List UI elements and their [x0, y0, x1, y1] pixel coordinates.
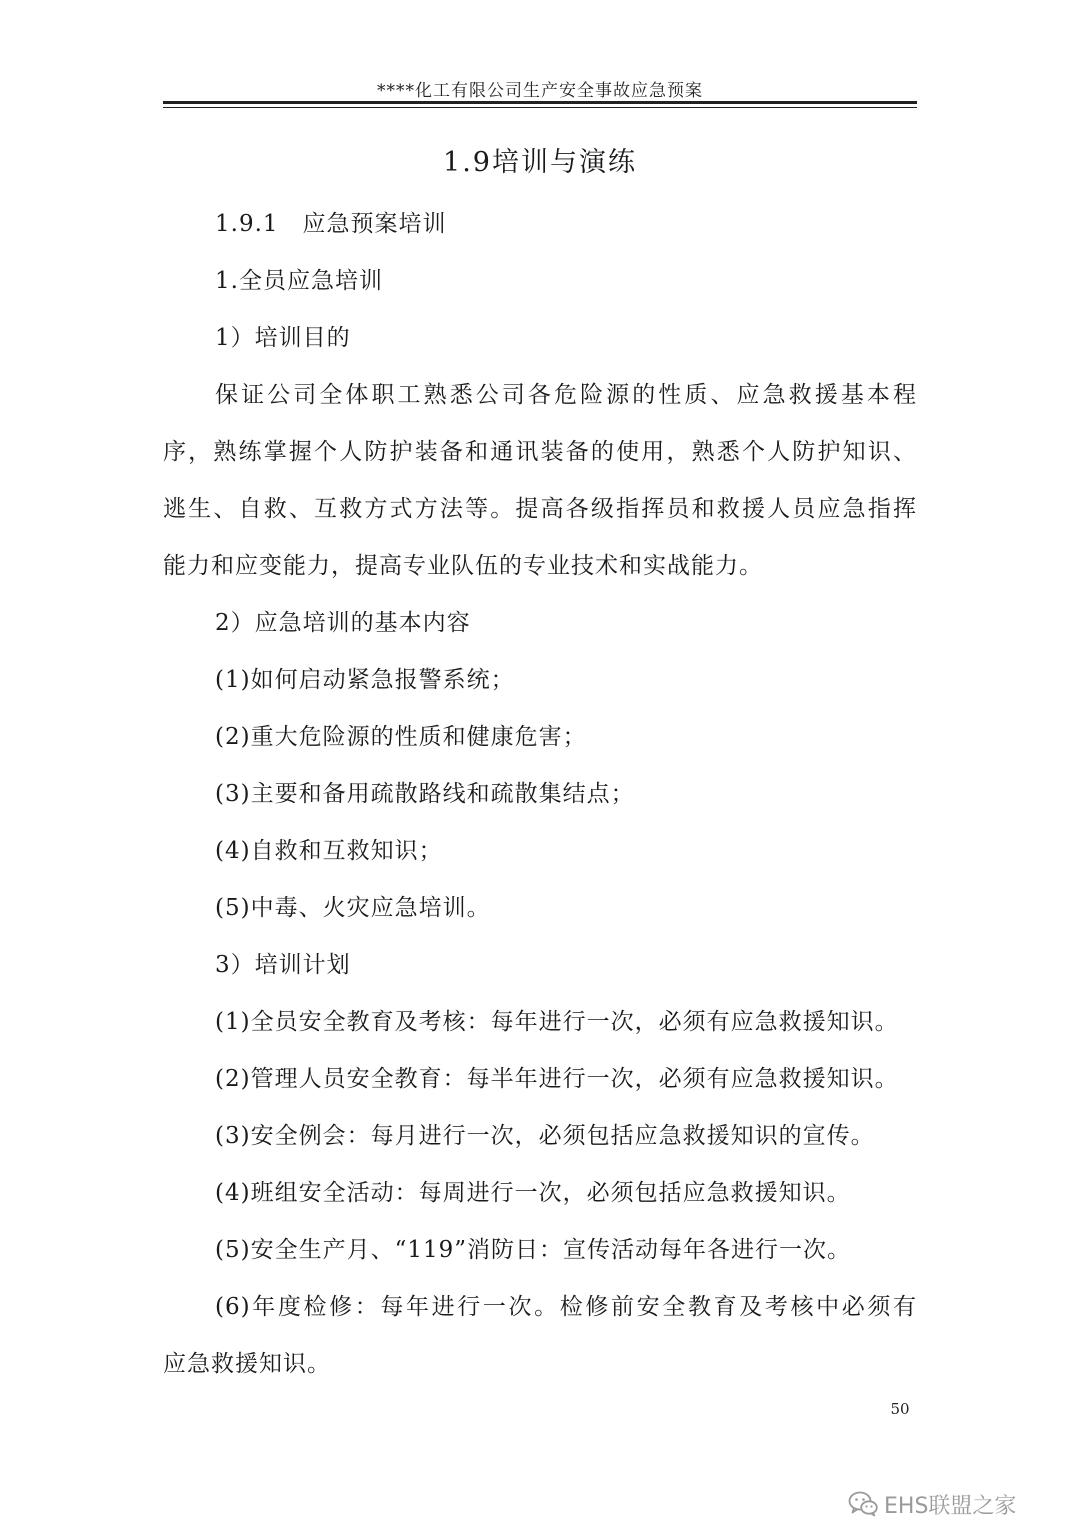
list-item: (4)班组安全活动：每周进行一次，必须包括应急救援知识。	[215, 1180, 851, 1206]
list-item: (1)如何启动紧急报警系统；	[215, 667, 515, 693]
watermark-text: EHS联盟之家	[884, 1493, 1017, 1519]
paragraph-line: 序，熟练掌握个人防护装备和通讯装备的使用，熟悉个人防护知识、	[163, 439, 917, 465]
paragraph-line: 逃生、自救、互救方式方法等。提高各级指挥员和救援人员应急指挥	[163, 496, 917, 522]
list-item: (3)安全例会：每月进行一次，必须包括应急救援知识的宣传。	[215, 1123, 875, 1149]
sub-item-heading: 2）应急培训的基本内容	[215, 610, 471, 636]
list-item: (4)自救和互救知识；	[215, 838, 443, 864]
header-rule-thick	[163, 101, 917, 104]
list-item: (3)主要和备用疏散路线和疏散集结点；	[215, 781, 635, 807]
list-item: (2)管理人员安全教育：每半年进行一次，必须有应急救援知识。	[215, 1066, 899, 1092]
item-heading: 1.全员应急培训	[215, 268, 383, 294]
sub-item-heading: 1）培训目的	[215, 325, 351, 351]
list-item: (5)中毒、火灾应急培训。	[215, 895, 491, 921]
document-header: ****化工有限公司生产安全事故应急预案	[377, 81, 703, 101]
header-rule-thin	[163, 107, 917, 108]
section-title: 1.9培训与演练	[443, 147, 637, 178]
list-item: (6)年度检修：每年进行一次。检修前安全教育及考核中必须有	[215, 1294, 917, 1320]
paragraph-line: 能力和应变能力，提高专业队伍的专业技术和实战能力。	[163, 553, 763, 579]
list-item-continuation: 应急救援知识。	[163, 1351, 331, 1377]
sub-item-heading: 3）培训计划	[215, 952, 351, 978]
list-item: (2)重大危险源的性质和健康危害；	[215, 724, 587, 750]
watermark	[848, 1487, 1048, 1521]
paragraph-line: 保证公司全体职工熟悉公司各危险源的性质、应急救援基本程	[215, 382, 917, 408]
wechat-icon	[848, 1491, 878, 1517]
list-item: (5)安全生产月、“119”消防日：宣传活动每年各进行一次。	[215, 1237, 851, 1263]
subsection-heading: 1.9.1 应急预案培训	[215, 211, 447, 237]
page-number: 50	[890, 1400, 910, 1418]
list-item: (1)全员安全教育及考核：每年进行一次，必须有应急救援知识。	[215, 1009, 899, 1035]
